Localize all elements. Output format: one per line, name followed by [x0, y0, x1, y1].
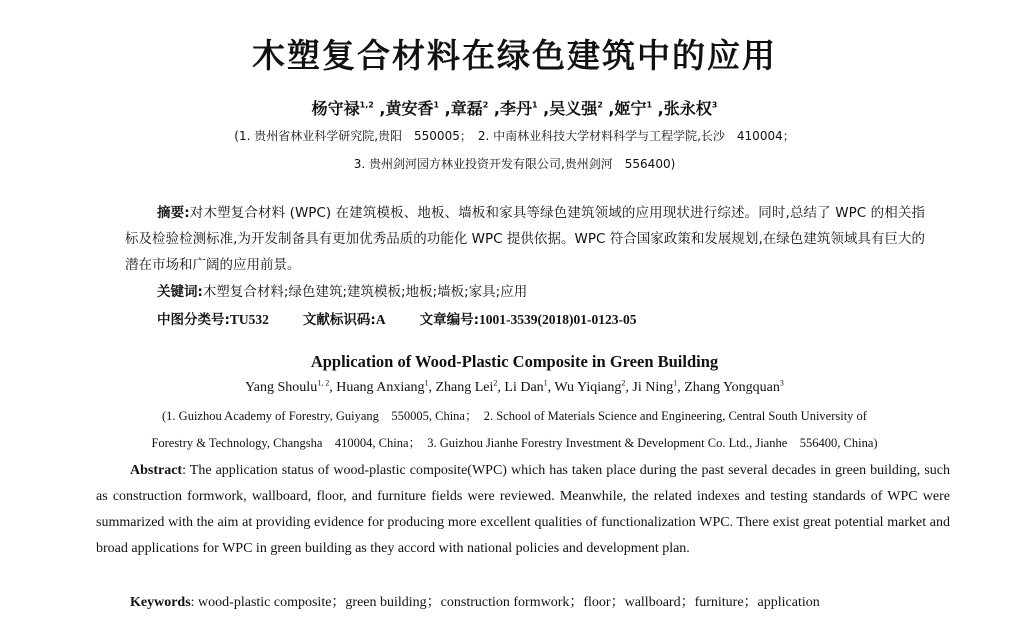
english-keywords-label: Keywords — [130, 595, 191, 610]
author-affiliation-mark: 1 — [424, 378, 429, 388]
author-name: Li Dan — [504, 380, 544, 395]
author-affiliation-mark: 3 — [711, 100, 718, 110]
author-affiliation-mark: 2 — [493, 378, 498, 388]
author-name: Zhang Lei — [435, 380, 494, 395]
author-name: Ji Ning — [632, 380, 674, 395]
author-name: 吴义强 — [549, 99, 598, 118]
author-name: 章磊 — [450, 99, 483, 118]
english-keywords-text: : wood-plastic composite；green building；construction formwork；floor；wallboard；furniture；application — [190, 595, 820, 610]
author-affiliation-mark: 2 — [621, 378, 626, 388]
author-affiliation-mark: 1,2 — [359, 100, 374, 110]
author-affiliation-mark: 1, 2 — [317, 378, 330, 388]
author-separator: , — [428, 380, 436, 395]
chinese-keywords — [157, 280, 527, 300]
author-affiliation-mark: 1 — [543, 378, 548, 388]
english-author-list — [0, 380, 1029, 396]
author-separator: , — [677, 380, 685, 395]
author-affiliation-mark: 2 — [597, 100, 603, 110]
chinese-affiliation-line-1: (1. 贵州省林业科学研究院,贵阳 550005； 2. 中南林业科技大学材料科学与工程学院,长沙 410004； — [234, 129, 795, 143]
english-affiliation-line-2: Forestry & Technology, Changsha 410004, China； 3. Guizhou Jianhe Forestry Investment & Development Co. Ltd., Jianhe 556400, China) — [151, 436, 878, 450]
author-name: Wu Yiqiang — [554, 380, 622, 395]
author-separator: , — [439, 99, 451, 118]
chinese-abstract — [125, 200, 925, 278]
author-separator: , — [373, 99, 386, 118]
chinese-keywords-text: 木塑复合材料;绿色建筑;建筑模板;地板;墙板;家具;应用 — [202, 284, 528, 300]
author-name: 李丹 — [500, 99, 533, 118]
author-separator: , — [547, 380, 555, 395]
author-name: 张永权 — [663, 99, 712, 118]
chinese-affiliation-line-2: 3. 贵州剑河园方林业投资开发有限公司,贵州剑河 556400) — [353, 157, 676, 171]
chinese-keywords-label: 关键词: — [157, 284, 203, 300]
classification-line — [157, 308, 636, 328]
article-number-label: 文章编号: — [419, 312, 479, 328]
author-affiliation-mark: 2 — [482, 100, 489, 110]
english-abstract-label: Abstract — [130, 463, 183, 478]
author-affiliation-mark: 1 — [532, 100, 538, 110]
author-separator: , — [488, 99, 500, 118]
doc-code-value: A — [375, 312, 386, 327]
doc-code-label: 文献标识码: — [302, 312, 376, 328]
author-affiliation-mark: 1 — [673, 378, 678, 388]
english-keywords — [130, 591, 820, 611]
author-name: Zhang Yongquan — [684, 380, 780, 395]
author-separator: , — [329, 380, 337, 395]
author-separator: , — [537, 99, 550, 118]
english-affiliation-line-1: (1. Guizhou Academy of Forestry, Guiyang 550005, China； 2. School of Materials Science and Engineering, Central South University of — [162, 409, 867, 423]
chinese-abstract-label: 摘要: — [157, 205, 190, 221]
author-separator: , — [652, 99, 664, 118]
author-affiliation-mark: 1 — [646, 100, 653, 110]
author-name: 黄安香 — [385, 99, 434, 118]
clc-value: TU532 — [229, 312, 269, 327]
chinese-title: 木塑复合材料在绿色建筑中的应用 — [252, 36, 777, 75]
english-abstract-text: : The application status of wood-plastic composite(WPC) which has taken place during the past several decades in green building, such as construction formwork, wallboard, floor, and furniture fields were reviewed. Meanwhile, the related indexes and testing standards of WPC were summarized with the aim at providing evidence for producing more excellent qualities of functionalization WPC. There exist great potential market and broad applications for WPC in green building as they accord with national policies and development plan. — [96, 463, 950, 556]
author-affiliation-mark: 3 — [779, 378, 784, 388]
author-separator: , — [497, 380, 505, 395]
author-name: 姬宁 — [614, 99, 647, 118]
english-abstract — [96, 458, 950, 562]
author-separator: , — [602, 99, 615, 118]
english-title: Application of Wood-Plastic Composite in Green Building — [310, 352, 719, 371]
author-name: Yang Shoulu — [245, 380, 318, 395]
author-name: 杨守禄 — [311, 99, 360, 118]
clc-label: 中图分类号: — [157, 312, 230, 328]
chinese-abstract-text: 对木塑复合材料 (WPC) 在建筑模板、地板、墙板和家具等绿色建筑领域的应用现状进行综述。同时,总结了 WPC 的相关指标及检验检测标准,为开发制备具有更加优秀品质的功能化 WPC 提供依据。WPC 符合国家政策和发展规划,在绿色建筑领域具有巨大的潜在市场和广阔的应用前景。 — [125, 205, 925, 273]
author-affiliation-mark: 1 — [433, 100, 440, 110]
author-separator: , — [625, 380, 633, 395]
article-number-value: 1001-3539(2018)01-0123-05 — [478, 312, 637, 327]
author-name: Huang Anxiang — [336, 380, 425, 395]
chinese-author-list — [0, 96, 1029, 119]
